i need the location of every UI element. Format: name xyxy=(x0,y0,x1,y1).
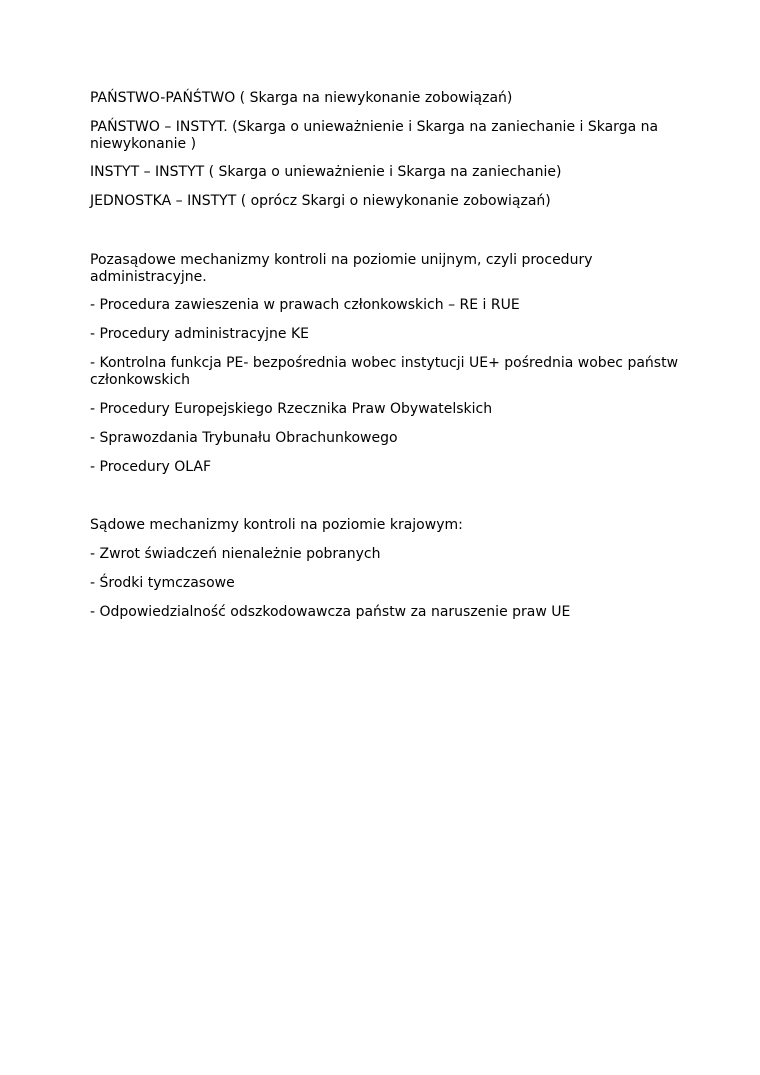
list-item: - Środki tymczasowe xyxy=(90,575,235,591)
text-line: INSTYT – INSTYT ( Skarga o unieważnienie i Skarga na zaniechanie) xyxy=(90,164,562,180)
list-item: - Sprawozdania Trybunału Obrachunkowego xyxy=(90,430,398,446)
text-line: JEDNOSTKA – INSTYT ( oprócz Skargi o niewykonanie zobowiązań) xyxy=(90,193,551,209)
section-heading: Pozasądowe mechanizmy kontroli na poziomie unijnym, czyli procedury administracyjne. xyxy=(90,252,593,285)
list-item: - Odpowiedzialność odszkodowawcza państw za naruszenie praw UE xyxy=(90,604,571,620)
text-line: PAŃSTWO-PAŃŚTWO ( Skarga na niewykonanie zobowiązań) xyxy=(90,90,513,106)
text-line: PAŃSTWO – INSTYT. (Skarga o unieważnienie i Skarga na zaniechanie i Skarga na niewykonanie ) xyxy=(90,119,659,152)
list-item: - Procedury Europejskiego Rzecznika Praw Obywatelskich xyxy=(90,401,493,417)
list-item: - Procedura zawieszenia w prawach członkowskich – RE i RUE xyxy=(90,297,520,313)
list-item: - Zwrot świadczeń nienależnie pobranych xyxy=(90,546,381,562)
list-item: - Procedury OLAF xyxy=(90,459,212,475)
section-heading: Sądowe mechanizmy kontroli na poziomie krajowym: xyxy=(90,517,463,533)
list-item: - Kontrolna funkcja PE- bezpośrednia wobec instytucji UE+ pośrednia wobec państw członkowskich xyxy=(90,355,679,388)
list-item: - Procedury administracyjne KE xyxy=(90,326,309,342)
